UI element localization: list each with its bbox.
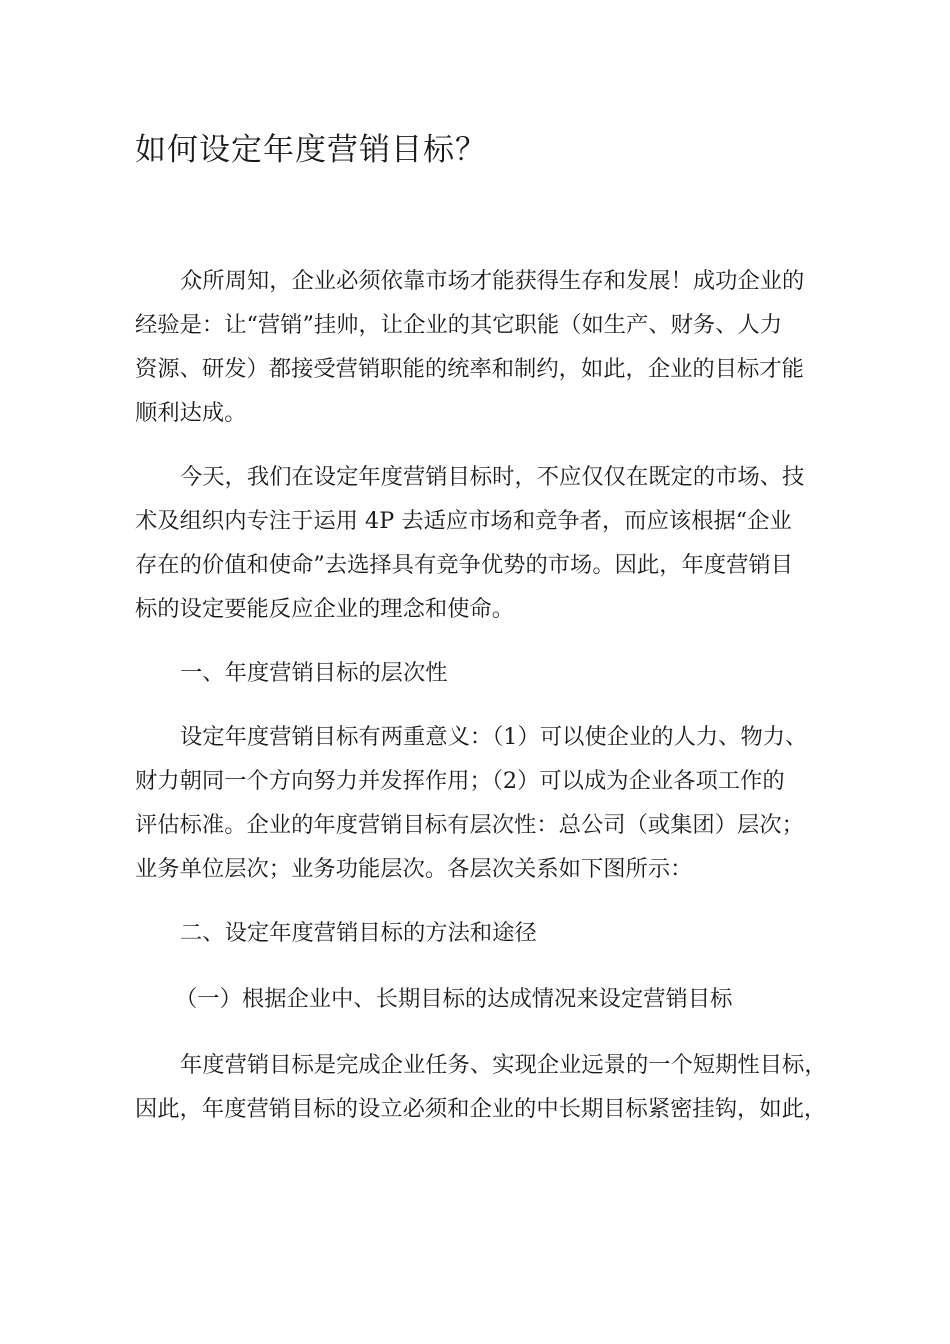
paragraph-line: 评估标准。企业的年度营销目标有层次性：总公司（或集团）层次； — [135, 812, 804, 838]
paragraph-short-term — [135, 1043, 825, 1131]
paragraph-line: 顺利达成。 — [135, 400, 247, 426]
paragraph-today — [135, 455, 825, 631]
document-body — [135, 259, 825, 1131]
paragraph-gap — [135, 891, 825, 911]
section-heading: 一、年度营销目标的层次性 — [180, 660, 448, 686]
subsection-heading-1 — [135, 977, 825, 1021]
paragraph-line: 资源、研发）都接受营销职能的统率和制约，如此，企业的目标才能 — [135, 356, 804, 382]
paragraph-line: 众所周知，企业必须依靠市场才能获得生存和发展！成功企业的 — [180, 268, 805, 294]
paragraph-line: 设定年度营销目标有两重意义：（1）可以使企业的人力、物力、 — [180, 724, 808, 750]
paragraph-line: 年度营销目标是完成企业任务、实现企业远景的一个短期性目标， — [180, 1052, 827, 1078]
section-heading-2 — [135, 911, 825, 955]
section-heading-1 — [135, 651, 825, 695]
paragraph-meaning — [135, 715, 825, 891]
paragraph-line: 财力朝同一个方向努力并发挥作用；（2）可以成为企业各项工作的 — [135, 768, 785, 794]
paragraph-line: 存在的价值和使命”去选择具有竞争优势的市场。因此，年度营销目 — [135, 552, 794, 578]
paragraph-line: 经验是：让“营销”挂帅，让企业的其它职能（如生产、财务、人力 — [135, 312, 783, 338]
paragraph-line: 业务单位层次；业务功能层次。各层次关系如下图所示： — [135, 856, 693, 882]
subsection-heading: （一）根据企业中、长期目标的达成情况来设定营销目标 — [175, 986, 733, 1012]
paragraph-line: 今天，我们在设定年度营销目标时，不应仅仅在既定的市场、技 — [180, 464, 805, 490]
paragraph-gap — [135, 631, 825, 651]
paragraph-line: 标的设定要能反应企业的理念和使命。 — [135, 596, 515, 622]
section-heading: 二、设定年度营销目标的方法和途径 — [180, 920, 537, 946]
paragraph-line: 因此，年度营销目标的设立必须和企业的中长期目标紧密挂钩，如此， — [135, 1096, 827, 1122]
paragraph-gap — [135, 1021, 825, 1043]
paragraph-gap — [135, 435, 825, 455]
paragraph-intro — [135, 259, 825, 435]
paragraph-gap — [135, 695, 825, 715]
paragraph-gap — [135, 955, 825, 977]
document-title: 如何设定年度营销目标？ — [135, 132, 487, 168]
paragraph-line: 术及组织内专注于运用 4P 去适应市场和竞争者，而应该根据“企业 — [135, 508, 792, 534]
